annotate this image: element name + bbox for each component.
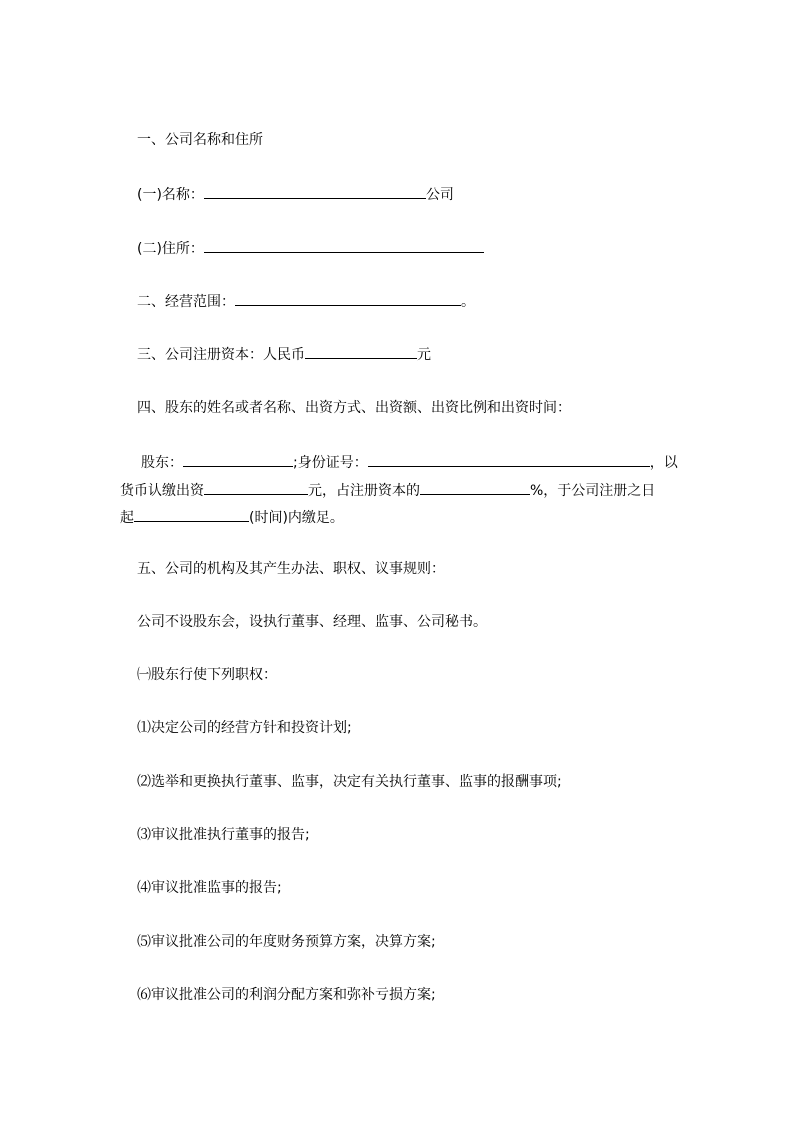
section-4-title: 四、股东的姓名或者名称、出资方式、出资额、出资比例和出资时间： <box>137 400 571 416</box>
section-1-title: 一、公司名称和住所 <box>137 132 263 148</box>
shareholder-tail: ，以 <box>649 455 678 471</box>
id-number-blank[interactable] <box>368 452 650 467</box>
deadline-suffix: (时间)内缴足。 <box>249 510 344 526</box>
deadline-blank[interactable] <box>134 507 249 522</box>
company-name-line <box>137 184 454 205</box>
shareholder-blank[interactable] <box>183 452 293 467</box>
business-scope-blank[interactable] <box>235 291 461 306</box>
contribution-line <box>120 480 655 501</box>
deadline-line <box>120 507 344 528</box>
company-name-label: (一)名称： <box>137 187 204 203</box>
id-number-label: ;身份证号： <box>293 455 368 471</box>
registered-capital-suffix: 元 <box>417 347 431 363</box>
power-item: ⑸审议批准公司的年度财务预算方案，决算方案; <box>137 934 436 950</box>
business-scope-suffix: 。 <box>461 294 475 310</box>
power-item: ⑹审议批准公司的利润分配方案和弥补亏损方案; <box>137 987 436 1003</box>
registered-capital-blank[interactable] <box>305 344 417 359</box>
company-name-blank[interactable] <box>204 184 426 199</box>
power-item: ⑷审议批准监事的报告; <box>137 880 282 896</box>
power-item: ⑵选举和更换执行董事、监事，决定有关执行董事、监事的报酬事项; <box>137 774 562 790</box>
contribution-amount-blank[interactable] <box>204 480 308 495</box>
power-item: ⑶审议批准执行董事的报告; <box>137 827 310 843</box>
contribution-ratio-blank[interactable] <box>420 480 530 495</box>
section-5-paragraph-1: 公司不设股东会，设执行董事、经理、监事、公司秘书。 <box>137 614 487 630</box>
deadline-prefix: 起 <box>120 510 134 526</box>
business-scope-label: 二、经营范围： <box>137 294 235 310</box>
shareholder-label: 股东： <box>141 455 183 471</box>
business-scope-line <box>137 291 475 312</box>
company-name-suffix: 公司 <box>425 187 454 203</box>
company-address-blank[interactable] <box>204 238 484 253</box>
company-address-label: (二)住所： <box>137 241 204 257</box>
company-address-line <box>137 238 484 259</box>
power-item: ⑴决定公司的经营方针和投资计划; <box>137 720 352 736</box>
registered-capital-line <box>137 344 431 365</box>
registered-capital-label: 三、公司注册资本：人民币 <box>137 347 305 363</box>
contribution-label: 货币认缴出资 <box>120 483 204 499</box>
section-5-title: 五、公司的机构及其产生办法、职权、议事规则： <box>137 561 445 577</box>
section-5-paragraph-2: ㈠股东行使下列职权： <box>137 667 277 683</box>
ratio-label: 元，占注册资本的 <box>308 483 420 499</box>
shareholder-line <box>141 452 678 473</box>
deadline-label: %，于公司注册之日 <box>530 483 656 499</box>
